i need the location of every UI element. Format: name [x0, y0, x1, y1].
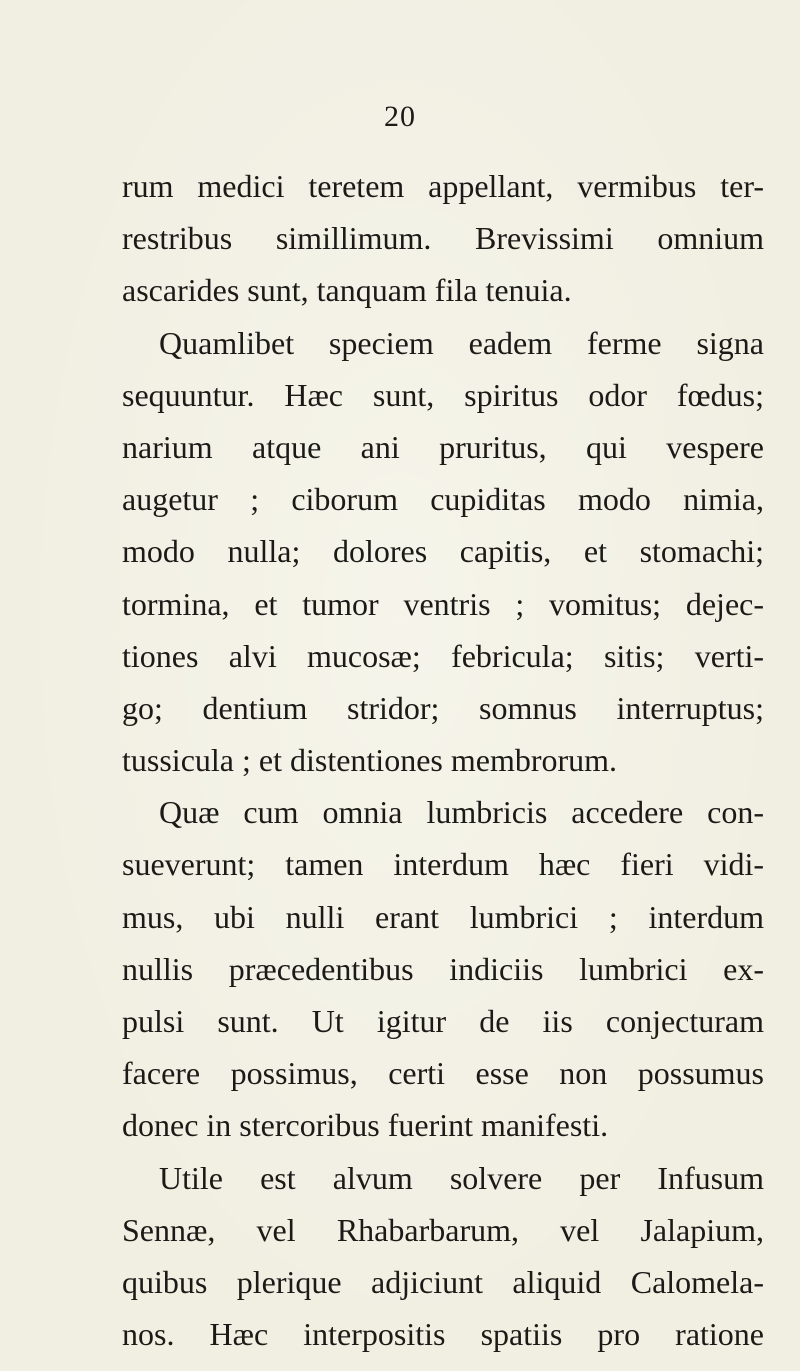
text-line: tiones alvi mucosæ; febricula; sitis; verti- — [122, 637, 764, 674]
text-line: nullis præcedentibus indiciis lumbrici ex- — [122, 950, 764, 987]
text-line: narium atque ani pruritus, qui vespere — [122, 428, 764, 465]
text-line: tussicula ; et distentiones membrorum. — [122, 742, 618, 779]
text-line: tormina, et tumor ventris ; vomitus; dejec- — [122, 585, 764, 622]
text-line: Sennæ, vel Rhabarbarum, vel Jalapium, — [122, 1211, 764, 1248]
text-line: mus, ubi nulli erant lumbrici ; interdum — [122, 898, 764, 935]
page-number: 20 — [384, 100, 416, 133]
text-line: nos. Hæc interpositis spatiis pro ratione — [122, 1316, 764, 1353]
text-line: pulsi sunt. Ut igitur de iis conjecturam — [122, 1003, 764, 1039]
text-line: modo nulla; dolores capitis, et stomachi; — [122, 533, 764, 570]
text-line: sueverunt; tamen interdum hæc fieri vidi- — [122, 846, 764, 883]
text-line: ascarides sunt, tanquam fila tenuia. — [122, 272, 572, 309]
text-line: go; dentium stridor; somnus interruptus; — [122, 689, 764, 726]
text-line: facere possimus, certi esse non possumus — [122, 1055, 764, 1092]
text-line: sequuntur. Hæc sunt, spiritus odor fœdus; — [122, 376, 764, 413]
text-line: quibus plerique adjiciunt aliquid Calomela- — [122, 1263, 764, 1300]
text-line: Quamlibet speciem eadem ferme signa — [159, 324, 764, 361]
text-line: rum medici teretem appellant, vermibus ter- — [122, 168, 764, 204]
text-line: donec in stercoribus fuerint manifesti. — [122, 1107, 609, 1144]
text-line: restribus simillimum. Brevissimi omnium — [122, 220, 764, 257]
text-line: Utile est alvum solvere per Infusum — [159, 1159, 764, 1196]
text-line: augetur ; ciborum cupiditas modo nimia, — [122, 481, 764, 518]
text-line: Quæ cum omnia lumbricis accedere con- — [159, 794, 764, 831]
body-text — [122, 160, 764, 1360]
